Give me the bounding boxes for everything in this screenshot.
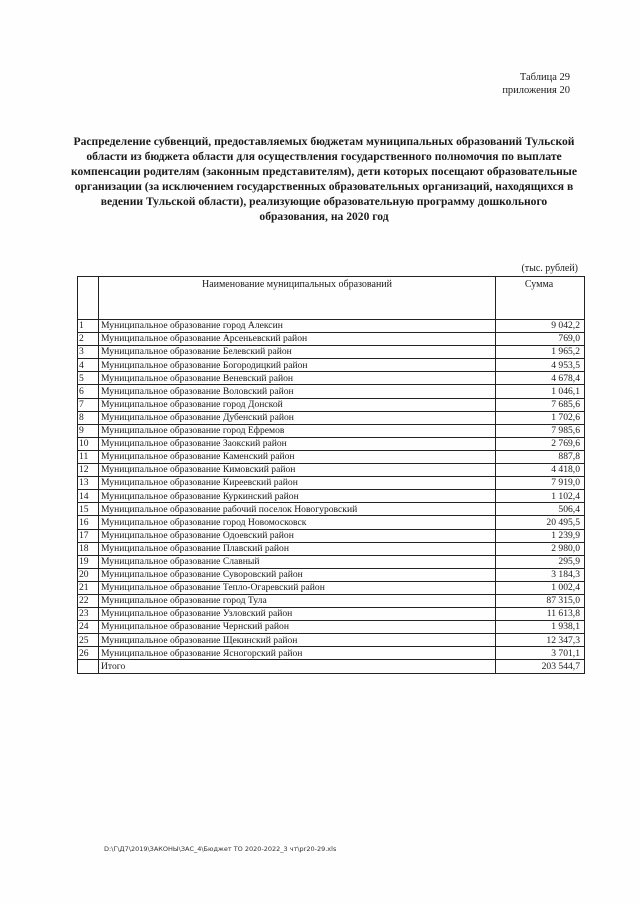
table-row <box>78 490 585 503</box>
table-row <box>78 385 585 398</box>
row-name: Муниципальное образование Арсеньевский район <box>99 333 496 346</box>
row-number: 3 <box>78 346 99 359</box>
row-name: Муниципальное образование Ясногорский район <box>99 647 496 660</box>
row-name: Муниципальное образование Белевский район <box>99 346 496 359</box>
table-row <box>78 568 585 581</box>
units-label: (тыс. рублей) <box>521 263 578 274</box>
table-row <box>78 647 585 660</box>
row-name: Муниципальное образование Заокский район <box>99 437 496 450</box>
row-number: 2 <box>78 333 99 346</box>
row-sum: 4 418,0 <box>496 464 585 477</box>
row-sum: 2 980,0 <box>496 542 585 555</box>
total-row <box>78 660 585 673</box>
row-name: Муниципальное образование Тепло-Огаревский район <box>99 581 496 594</box>
row-sum: 506,4 <box>496 503 585 516</box>
row-number: 19 <box>78 555 99 568</box>
row-sum: 3 701,1 <box>496 647 585 660</box>
table-row <box>78 320 585 333</box>
row-name: Муниципальное образование Воловский район <box>99 385 496 398</box>
row-sum: 87 315,0 <box>496 594 585 607</box>
row-number: 1 <box>78 320 99 333</box>
row-number: 16 <box>78 516 99 529</box>
row-number: 6 <box>78 385 99 398</box>
row-number: 14 <box>78 490 99 503</box>
row-number: 23 <box>78 608 99 621</box>
table-row <box>78 359 585 372</box>
row-number: 10 <box>78 437 99 450</box>
row-number: 26 <box>78 647 99 660</box>
row-sum: 1 046,1 <box>496 385 585 398</box>
row-name: Муниципальное образование город Донской <box>99 398 496 411</box>
row-name: Муниципальное образование Куркинский район <box>99 490 496 503</box>
row-name: Муниципальное образование Одоевский район <box>99 529 496 542</box>
row-name: Муниципальное образование Суворовский район <box>99 568 496 581</box>
row-name: Муниципальное образование Кимовский район <box>99 464 496 477</box>
row-sum: 295,9 <box>496 555 585 568</box>
row-number: 18 <box>78 542 99 555</box>
subsidies-table <box>77 276 585 674</box>
row-sum: 1 002,4 <box>496 581 585 594</box>
row-number: 12 <box>78 464 99 477</box>
row-name: Муниципальное образование город Алексин <box>99 320 496 333</box>
row-number: 15 <box>78 503 99 516</box>
header-num-cell <box>78 277 99 320</box>
row-number: 4 <box>78 359 99 372</box>
file-path-footer: D:\Г\Д7\2019\ЗАКОНЫ\ЗАС_4\Бюджет ТО 2020-2022_3 чт\pr20-29.xls <box>104 845 337 853</box>
row-number: 25 <box>78 634 99 647</box>
row-name: Муниципальное образование город Тула <box>99 594 496 607</box>
row-sum: 12 347,3 <box>496 634 585 647</box>
row-number: 7 <box>78 398 99 411</box>
row-sum: 1 102,4 <box>496 490 585 503</box>
document-title: Распределение субвенций, предоставляемых бюджетам муниципальных образований Тульской области из бюджета области для осуществления государственного полномочия по выплате компенсации родителям (законным представителям), дети которых посещают образовательные организации (за исключением государственных образовательных организаций, находящихся в ведении Тульской области), реализующие образовательную программу дошкольного образования, на 2020 год <box>71 135 577 223</box>
table-row <box>78 450 585 463</box>
table-row <box>78 346 585 359</box>
table-row <box>78 398 585 411</box>
total-label: Итого <box>99 660 496 673</box>
table-row <box>78 464 585 477</box>
table-row <box>78 477 585 490</box>
table-row <box>78 333 585 346</box>
row-number: 22 <box>78 594 99 607</box>
table-body <box>78 320 585 674</box>
appendix-label: приложения 20 <box>502 85 570 96</box>
table-row <box>78 503 585 516</box>
row-sum: 2 769,6 <box>496 437 585 450</box>
table-header-row <box>78 277 585 320</box>
row-number: 20 <box>78 568 99 581</box>
row-sum: 1 965,2 <box>496 346 585 359</box>
row-sum: 887,8 <box>496 450 585 463</box>
row-name: Муниципальное образование город Новомосковск <box>99 516 496 529</box>
row-name: Муниципальное образование Славный <box>99 555 496 568</box>
row-sum: 4 678,4 <box>496 372 585 385</box>
row-sum: 7 685,6 <box>496 398 585 411</box>
row-sum: 3 184,3 <box>496 568 585 581</box>
row-number: 13 <box>78 477 99 490</box>
header-sum-cell: Сумма <box>496 277 585 320</box>
table-row <box>78 529 585 542</box>
row-number: 8 <box>78 411 99 424</box>
row-sum: 20 495,5 <box>496 516 585 529</box>
row-sum: 769,0 <box>496 333 585 346</box>
row-number: 5 <box>78 372 99 385</box>
row-number: 9 <box>78 424 99 437</box>
table-row <box>78 424 585 437</box>
table-row <box>78 372 585 385</box>
table-label: Таблица 29 <box>519 72 570 83</box>
row-name: Муниципальное образование Дубенский район <box>99 411 496 424</box>
row-name: Муниципальное образование Веневский район <box>99 372 496 385</box>
row-name: Муниципальное образование Киреевский район <box>99 477 496 490</box>
row-sum: 7 985,6 <box>496 424 585 437</box>
row-number: 11 <box>78 450 99 463</box>
table-row <box>78 608 585 621</box>
row-sum: 11 613,8 <box>496 608 585 621</box>
row-sum: 1 239,9 <box>496 529 585 542</box>
table-row <box>78 411 585 424</box>
total-num <box>78 660 99 673</box>
table-row <box>78 555 585 568</box>
total-sum: 203 544,7 <box>496 660 585 673</box>
table-row <box>78 437 585 450</box>
table-row <box>78 621 585 634</box>
row-name: Муниципальное образование Узловский район <box>99 608 496 621</box>
table-row <box>78 542 585 555</box>
table-row <box>78 594 585 607</box>
row-sum: 1 702,6 <box>496 411 585 424</box>
table-row <box>78 581 585 594</box>
row-name: Муниципальное образование Чернский район <box>99 621 496 634</box>
row-name: Муниципальное образование Богородицкий район <box>99 359 496 372</box>
row-number: 21 <box>78 581 99 594</box>
row-name: Муниципальное образование Каменский район <box>99 450 496 463</box>
header-name-cell: Наименование муниципальных образований <box>99 277 496 320</box>
row-number: 24 <box>78 621 99 634</box>
row-sum: 4 953,5 <box>496 359 585 372</box>
row-name: Муниципальное образование Плавский район <box>99 542 496 555</box>
row-sum: 1 938,1 <box>496 621 585 634</box>
table-row <box>78 516 585 529</box>
row-sum: 9 042,2 <box>496 320 585 333</box>
table-reference <box>470 71 570 97</box>
row-name: Муниципальное образование рабочий поселок Новогуровский <box>99 503 496 516</box>
row-number: 17 <box>78 529 99 542</box>
row-name: Муниципальное образование Щекинский район <box>99 634 496 647</box>
row-name: Муниципальное образование город Ефремов <box>99 424 496 437</box>
table-row <box>78 634 585 647</box>
row-sum: 7 919,0 <box>496 477 585 490</box>
